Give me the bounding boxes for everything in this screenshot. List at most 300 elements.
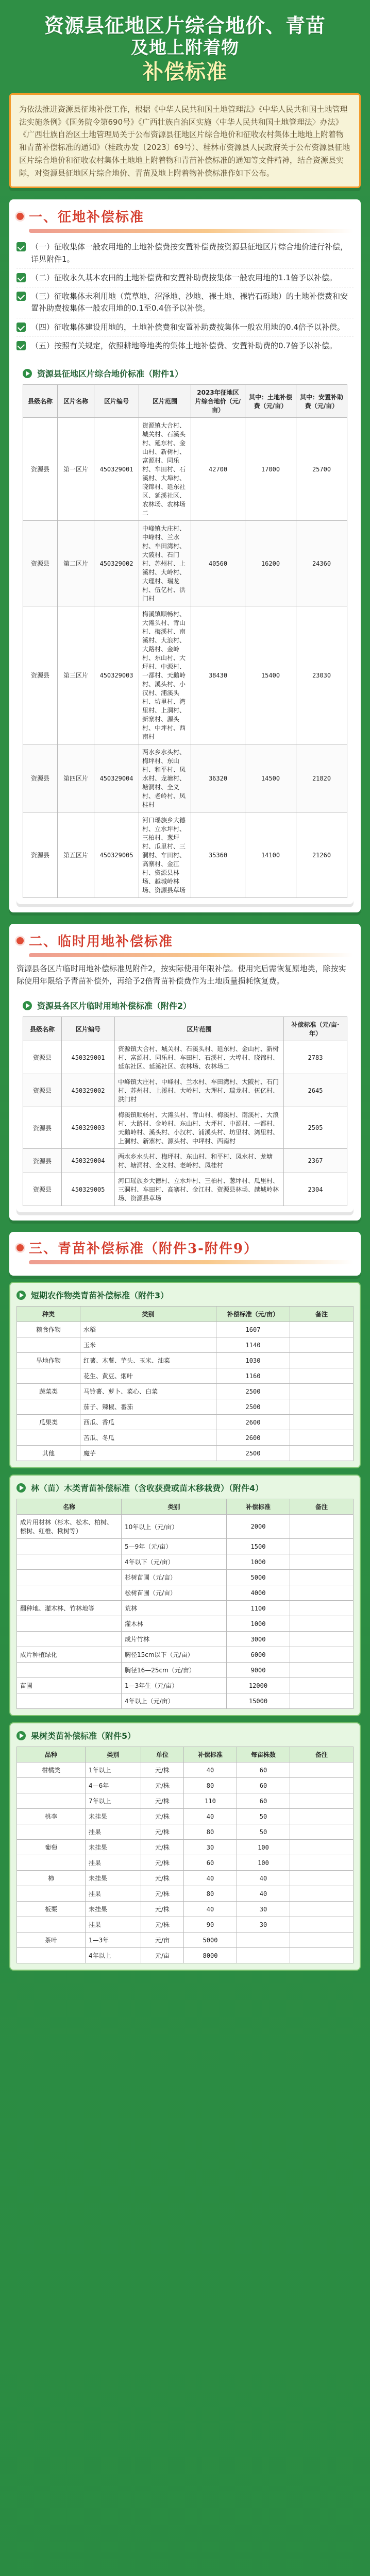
- play-icon: [16, 1483, 26, 1493]
- table-5-cell: 40: [184, 1871, 237, 1886]
- table-2-row: [23, 1041, 347, 1074]
- table-5-row: [17, 1902, 354, 1917]
- table-4-cell: 胸径15cm以下（元/亩）: [122, 1647, 227, 1663]
- table-4-cell: 15000: [227, 1693, 290, 1709]
- table-4-cell: [290, 1570, 354, 1585]
- table-3-cell: 2500: [216, 1399, 290, 1415]
- table-1: [23, 384, 347, 898]
- table-5-cell: 柑橘类: [17, 1762, 86, 1778]
- table-1-row: [23, 744, 347, 812]
- table-5-cell: 未挂果: [86, 1902, 141, 1917]
- table-5-cell: 60: [237, 1778, 290, 1793]
- table-5-cell: 100: [237, 1855, 290, 1871]
- table-3-cell: [290, 1430, 354, 1446]
- table-4-cell: 4000: [227, 1585, 290, 1601]
- table-2-cell: 资源县: [23, 1149, 62, 1173]
- table-3-header-row: [17, 1307, 354, 1322]
- table-5-cell: 40: [237, 1886, 290, 1902]
- table-4-cell: 10年以上（元/亩）: [122, 1515, 227, 1539]
- table-5-cell: [290, 1933, 354, 1948]
- table-5-cell: 80: [184, 1778, 237, 1793]
- table-1-cell: 15400: [245, 606, 296, 744]
- table-4-cell: 成片用材林（杉木、松木、柏树、檫树、红椎、楸树等）: [17, 1515, 122, 1539]
- section-1-item: [16, 269, 354, 287]
- table-1-title: [23, 367, 347, 379]
- table-5-cell: 60: [237, 1793, 290, 1809]
- table-5-cell: 110: [184, 1793, 237, 1809]
- table-4-header: 名称: [17, 1499, 122, 1515]
- table-1-cell: 42700: [191, 418, 245, 521]
- table-5-row: [17, 1793, 354, 1809]
- table-5-cell: 挂果: [86, 1824, 141, 1840]
- section-3: [9, 1232, 361, 1971]
- table-5-title-text: 果树类苗补偿标准（附件5）: [31, 1731, 136, 1741]
- table-3-header: 补偿标准（元/亩）: [216, 1307, 290, 1322]
- table-5-cell: [290, 1948, 354, 1963]
- table-1-cell: 450329005: [94, 812, 139, 898]
- table-1-cell: 资源县: [23, 606, 58, 744]
- table-5-cell: [17, 1886, 86, 1902]
- table-5-cell: 柿: [17, 1871, 86, 1886]
- table-2-header: 区片编号: [62, 1017, 115, 1041]
- table-5-cell: [290, 1886, 354, 1902]
- table-3-row: [17, 1430, 354, 1446]
- play-icon: [16, 1731, 26, 1740]
- table-4-cell: [17, 1616, 122, 1632]
- table-4-cell: 2000: [227, 1515, 290, 1539]
- table-5-row: [17, 1917, 354, 1933]
- table-4-cell: [17, 1570, 122, 1585]
- table-4-cell: 6000: [227, 1647, 290, 1663]
- table-3-cell: 瓜果类: [17, 1415, 80, 1430]
- table-5-row: [17, 1778, 354, 1793]
- table-3-cell: 蔬菜类: [17, 1384, 80, 1399]
- table-1-cell: 14500: [245, 744, 296, 812]
- table-3-cell: 茄子、辣椒、番茄: [80, 1399, 216, 1415]
- table-5-cell: 茶叶: [17, 1933, 86, 1948]
- table-5-row: [17, 1933, 354, 1948]
- checkbox-icon: [16, 292, 26, 301]
- table-3-cell: [290, 1337, 354, 1353]
- table-5-cell: 葡萄: [17, 1840, 86, 1855]
- table-4-cell: [17, 1539, 122, 1554]
- table-5-cell: 50: [237, 1824, 290, 1840]
- table-1-title-text: 资源县征地区片综合地价标准（附件1）: [37, 369, 183, 379]
- table-5-cell: 30: [237, 1917, 290, 1933]
- section-2-text: 资源县各区片临时用地补偿标准见附件2，按实际使用年限补偿。使用完后需恢复原地类，除按实际使用年限给予青苗补偿外，再给予2倍青苗补偿费作为土地质量损耗恢复费。: [16, 964, 346, 986]
- table-5-row: [17, 1840, 354, 1855]
- table-1-header: 县级名称: [23, 385, 58, 418]
- table-5-cell: 50: [237, 1809, 290, 1824]
- table-1-cell: 两水乡水头村、梅坪村、东山村、和平村、凤水村、龙塘村、塘洞村、全义村、老岭村、凤桂村: [139, 744, 191, 812]
- table-3-row: [17, 1384, 354, 1399]
- table-1-cell: 16200: [245, 521, 296, 606]
- section-1-item: [16, 238, 354, 269]
- table-4-cell: [17, 1632, 122, 1647]
- table-5-cell: 元/株: [141, 1886, 184, 1902]
- table-2-cell: 2304: [284, 1173, 347, 1206]
- section-1: [9, 199, 361, 912]
- section-3-title: 三、青苗补偿标准（附件3-附件9）: [29, 1241, 258, 1257]
- table-1-header: 其中：安置补助费（元/亩）: [296, 385, 347, 418]
- table-2-cell: 2367: [284, 1149, 347, 1173]
- table-4-cell: [290, 1515, 354, 1539]
- table-3-cell: [290, 1415, 354, 1430]
- table-3-cell: 1607: [216, 1322, 290, 1337]
- table-1-header: 区片范围: [139, 385, 191, 418]
- table-5-cell: 元/亩: [141, 1948, 184, 1963]
- table-3-cell: [290, 1322, 354, 1337]
- table-1-cell: 第三区片: [58, 606, 94, 744]
- section-1-header: [16, 207, 354, 226]
- play-icon: [16, 1291, 26, 1300]
- table-4-row: [17, 1601, 354, 1616]
- table-3-row: [17, 1446, 354, 1461]
- table-3-panel: [9, 1282, 361, 1468]
- section-dot-icon: [16, 213, 24, 220]
- table-5-row: [17, 1871, 354, 1886]
- table-5-row: [17, 1824, 354, 1840]
- table-3-cell: [17, 1368, 80, 1384]
- table-5-cell: 桃李: [17, 1809, 86, 1824]
- table-4-row: [17, 1647, 354, 1663]
- table-4-cell: 苗圃: [17, 1678, 122, 1693]
- table-3-header: 备注: [290, 1307, 354, 1322]
- table-4-cell: [290, 1693, 354, 1709]
- table-2-cell: 2505: [284, 1107, 347, 1149]
- table-4-row: [17, 1678, 354, 1693]
- table-1-cell: 资源县: [23, 812, 58, 898]
- table-3-row: [17, 1399, 354, 1415]
- section-1-item-text: （五）按照有关规定，依照耕地等地类的集体土地补偿费、安置补助费的0.7倍予以补偿。: [31, 341, 337, 350]
- table-1-cell: 21260: [296, 812, 347, 898]
- table-5-cell: 元/亩: [141, 1933, 184, 1948]
- checkbox-icon: [16, 242, 26, 251]
- table-1-cell: 资源县: [23, 744, 58, 812]
- table-4-cell: [290, 1601, 354, 1616]
- table-2-header: 区片范围: [115, 1017, 284, 1041]
- table-2-cell: 河口瑶族乡大德村、立水坪村、三柏村、葱坪村、瓜里村、三洞村、车田村、高寨村、金江村、资源县林场、越城岭林场、资源县草场: [115, 1173, 284, 1206]
- section-1-item-text: （三）征收集体未利用地（荒草地、沼泽地、沙地、裸土地、裸岩石砾地）的土地补偿费和安置补助费按集体一般农用地的0.1至0.4倍予以补偿。: [31, 292, 348, 313]
- play-icon: [23, 1001, 32, 1010]
- page-title-line-2: 及地上附着物: [131, 37, 239, 58]
- table-2-title-text: 资源县各区片临时用地补偿标准（附件2）: [37, 1001, 192, 1011]
- section-1-item-text: （四）征收集体建设用地的，土地补偿费和安置补助费按集体一般农用地的0.4倍予以补偿。: [31, 322, 345, 332]
- table-5-cell: 40: [237, 1871, 290, 1886]
- table-5-cell: [290, 1871, 354, 1886]
- table-5-row: [17, 1762, 354, 1778]
- section-3-header-card: [9, 1232, 361, 1276]
- table-5-header: 补偿标准: [184, 1747, 237, 1762]
- table-5-cell: 元/株: [141, 1778, 184, 1793]
- table-1-cell: 14100: [245, 812, 296, 898]
- section-2: [9, 924, 361, 1221]
- table-5-cell: 30: [237, 1902, 290, 1917]
- table-1-cell: 第二区片: [58, 521, 94, 606]
- table-4-row: [17, 1539, 354, 1554]
- section-1-item: [16, 318, 354, 337]
- table-5-cell: 7年以上: [86, 1793, 141, 1809]
- table-5-row: [17, 1855, 354, 1871]
- table-4-cell: 5—9年（元/亩）: [122, 1539, 227, 1554]
- table-3-header: 类别: [80, 1307, 216, 1322]
- table-5-cell: [290, 1762, 354, 1778]
- table-4-cell: 杉树苗圃（元/亩）: [122, 1570, 227, 1585]
- table-3-cell: 旱地作物: [17, 1353, 80, 1368]
- table-3-row: [17, 1368, 354, 1384]
- table-5-cell: [290, 1778, 354, 1793]
- table-2-cell: 资源县: [23, 1173, 62, 1206]
- table-5-cell: 60: [184, 1855, 237, 1871]
- table-5-cell: 80: [184, 1824, 237, 1840]
- table-3-row: [17, 1353, 354, 1368]
- table-4: [16, 1499, 354, 1709]
- table-5-cell: 挂果: [86, 1855, 141, 1871]
- table-2-header-row: [23, 1017, 347, 1041]
- table-4-row: [17, 1515, 354, 1539]
- table-4-cell: 4年以下（元/亩）: [122, 1554, 227, 1570]
- table-1-cell: 第一区片: [58, 418, 94, 521]
- table-3: [16, 1306, 354, 1461]
- table-3-cell: [290, 1399, 354, 1415]
- table-5-cell: 元/株: [141, 1871, 184, 1886]
- table-3-cell: 1160: [216, 1368, 290, 1384]
- intro-text: 为依法推进资源县征地补偿工作，根据《中华人民共和国土地管理法》《中华人民共和国土地管理法实施条例》《国务院令第690号》《广西壮族自治区实施〈中华人民共和国土地管理法〉办法》《广西壮族自治区土地管理局关于公布资源县征地区片综合地价和征收农村集体土地地上附着物和青苗补偿标准的通知》（桂政办发〔2023〕69号）、桂林市资源县人民政府关于公布资源县征地区片综合地价和征收农村集体土地地上附着物和青苗补偿标准的通知等文件精神，结合资源县实际，对资源县征地区片综合地价、青苗及地上附着物补偿标准作如下公布。: [19, 104, 350, 178]
- table-4-cell: [290, 1585, 354, 1601]
- checkbox-icon: [16, 341, 26, 350]
- table-1-cell: 21820: [296, 744, 347, 812]
- checkbox-icon: [16, 273, 26, 282]
- table-4-title: [16, 1482, 354, 1494]
- table-5-cell: 8000: [184, 1948, 237, 1963]
- table-4-header: 备注: [290, 1499, 354, 1515]
- table-3-cell: [17, 1337, 80, 1353]
- table-5-row: [17, 1809, 354, 1824]
- table-1-header: 区片名称: [58, 385, 94, 418]
- section-1-list: [16, 238, 354, 355]
- table-5-header: 类别: [86, 1747, 141, 1762]
- table-2-header: 县级名称: [23, 1017, 62, 1041]
- table-5-cell: 未挂果: [86, 1871, 141, 1886]
- table-3-cell: [290, 1353, 354, 1368]
- table-4-header: 补偿标准: [227, 1499, 290, 1515]
- table-5-cell: [17, 1917, 86, 1933]
- table-5-cell: 板栗: [17, 1902, 86, 1917]
- table-3-cell: [290, 1368, 354, 1384]
- table-3-cell: 西瓜、香瓜: [80, 1415, 216, 1430]
- table-3-cell: 粮食作物: [17, 1322, 80, 1337]
- table-4-header-row: [17, 1499, 354, 1515]
- page-title-line-1: 资源县征地区片综合地价、青苗: [44, 14, 326, 37]
- table-2-row: [23, 1173, 347, 1206]
- table-5-cell: 元/株: [141, 1855, 184, 1871]
- table-5-cell: [17, 1948, 86, 1963]
- table-2-cell: 资源县: [23, 1074, 62, 1107]
- table-1-row: [23, 606, 347, 744]
- table-5-cell: 元/株: [141, 1917, 184, 1933]
- table-1-cell: 36320: [191, 744, 245, 812]
- table-5-cell: [290, 1855, 354, 1871]
- table-1-cell: 资源县: [23, 521, 58, 606]
- table-4-cell: 1000: [227, 1554, 290, 1570]
- table-5-cell: [290, 1824, 354, 1840]
- section-3-header: [16, 1238, 354, 1257]
- table-4-row: [17, 1570, 354, 1585]
- table-1-cell: 25700: [296, 418, 347, 521]
- section-dot-icon: [16, 937, 24, 944]
- table-5-cell: 4年以上: [86, 1948, 141, 1963]
- table-4-cell: 成片种植绿化: [17, 1647, 122, 1663]
- table-2-card: [16, 993, 354, 1212]
- table-5-cell: 60: [237, 1762, 290, 1778]
- table-2-header: 补偿标准（元/亩·年）: [284, 1017, 347, 1041]
- table-4-cell: 松树苗圃（元/亩）: [122, 1585, 227, 1601]
- table-2-cell: 资源县: [23, 1107, 62, 1149]
- table-2-cell: 450329002: [62, 1074, 115, 1107]
- table-5-cell: 4—6年: [86, 1778, 141, 1793]
- table-2-cell: 资源县: [23, 1041, 62, 1074]
- table-3-cell: 1140: [216, 1337, 290, 1353]
- table-5-title: [16, 1730, 354, 1741]
- section-1-item: [16, 337, 354, 355]
- table-5-cell: [17, 1778, 86, 1793]
- table-5-cell: [290, 1902, 354, 1917]
- table-3-cell: 魔芋: [80, 1446, 216, 1461]
- table-5-cell: 元/株: [141, 1793, 184, 1809]
- table-2: [23, 1016, 347, 1206]
- table-1-card: [16, 361, 354, 904]
- table-3-row: [17, 1322, 354, 1337]
- table-4-cell: [17, 1663, 122, 1678]
- page-title-line-3: 补偿标准: [143, 59, 227, 84]
- table-5-header: 品种: [17, 1747, 86, 1762]
- table-3-cell: 其他: [17, 1446, 80, 1461]
- table-5-cell: 元/株: [141, 1840, 184, 1855]
- table-5-cell: [17, 1824, 86, 1840]
- table-4-cell: [290, 1539, 354, 1554]
- table-1-header: 区片编号: [94, 385, 139, 418]
- section-1-divider: [29, 229, 354, 233]
- table-4-cell: 1100: [227, 1601, 290, 1616]
- header: [9, 9, 361, 93]
- table-4-row: [17, 1554, 354, 1570]
- table-3-title-text: 短期农作物类青苗补偿标准（附件3）: [31, 1291, 169, 1301]
- table-1-cell: 38430: [191, 606, 245, 744]
- table-3-cell: [290, 1384, 354, 1399]
- table-4-cell: 1000: [227, 1616, 290, 1632]
- table-4-cell: [17, 1585, 122, 1601]
- table-3-cell: [17, 1430, 80, 1446]
- table-5-header: 单位: [141, 1747, 184, 1762]
- table-4-cell: 1500: [227, 1539, 290, 1554]
- table-5-cell: 挂果: [86, 1917, 141, 1933]
- table-5: [16, 1747, 354, 1963]
- table-4-title-text: 林（苗）木类青苗补偿标准（含收获费或苗木移栽费）（附件4）: [31, 1483, 264, 1494]
- section-1-item-text: （一）征收集体一般农用地的土地补偿费按安置补偿费按资源县征地区片综合地价进行补偿，详见附件1。: [31, 242, 348, 264]
- section-1-item-text: （二）征收永久基本农田的土地补偿费和安置补助费按集体一般农用地的1.1倍予以补偿。: [31, 273, 337, 282]
- table-1-cell: 中峰镇大庄村、中峰村、兰水村、车田湾村、大陂村、石门村、苏州村、上溪村、大岭村、大理村、瑞龙村、伍亿村、洪门村: [139, 521, 191, 606]
- table-2-cell: 2645: [284, 1074, 347, 1107]
- table-1-cell: 450329001: [94, 418, 139, 521]
- table-2-cell: 450329004: [62, 1149, 115, 1173]
- table-3-cell: 1030: [216, 1353, 290, 1368]
- table-5-cell: [290, 1840, 354, 1855]
- table-4-cell: [290, 1663, 354, 1678]
- table-1-cell: 35360: [191, 812, 245, 898]
- table-2-cell: 2783: [284, 1041, 347, 1074]
- table-1-cell: 第四区片: [58, 744, 94, 812]
- table-3-cell: 2600: [216, 1415, 290, 1430]
- section-2-header: [16, 931, 354, 950]
- play-icon: [23, 369, 32, 378]
- table-5-header-row: [17, 1747, 354, 1762]
- table-1-cell: 24360: [296, 521, 347, 606]
- table-4-panel: [9, 1475, 361, 1716]
- table-1-cell: 资源镇大合村、城关村、石溪头村、延东村、金山村、新树村、富源村、同乐村、车田村、石溪村、大埠村、晓锦村、延东社区、延溪社区、农林场、农林场二: [139, 418, 191, 521]
- table-1-cell: 第五区片: [58, 812, 94, 898]
- table-5-cell: 40: [184, 1902, 237, 1917]
- table-2-cell: 梅溪镇顺畅村、大滩头村、青山村、梅溪村、南溪村、大浪村、大路村、金岭村、东山村、大坪村、中源村、一都村、天鹅岭村、溪头村、小汉村、浦溪头村、坊里村、湾里村、上洞村、新寨村、源头村、中坪村、西南村: [115, 1107, 284, 1149]
- table-5-cell: 元/株: [141, 1762, 184, 1778]
- table-2-cell: 中峰镇大庄村、中峰村、兰水村、车田湾村、大陂村、石门村、苏州村、上溪村、大岭村、大理村、瑞龙村、伍亿村、洪门村: [115, 1074, 284, 1107]
- table-1-header-row: [23, 385, 347, 418]
- table-3-row: [17, 1337, 354, 1353]
- table-5-cell: [290, 1917, 354, 1933]
- table-5-header: 备注: [290, 1747, 354, 1762]
- table-2-row: [23, 1074, 347, 1107]
- table-3-cell: 花生、黄豆、烟叶: [80, 1368, 216, 1384]
- table-4-cell: [290, 1632, 354, 1647]
- table-5-cell: 1年以上: [86, 1762, 141, 1778]
- table-1-header: 2023年征地区片综合地价（元/亩）: [191, 385, 245, 418]
- table-5-cell: 40: [184, 1762, 237, 1778]
- table-2-cell: 两水乡水头村、梅坪村、东山村、和平村、凤水村、龙塘村、塘洞村、全义村、老岭村、凤桂村: [115, 1149, 284, 1173]
- table-5-cell: 未挂果: [86, 1809, 141, 1824]
- section-3-divider: [29, 1260, 354, 1264]
- section-2-divider: [29, 953, 354, 957]
- table-5-cell: [17, 1793, 86, 1809]
- table-4-cell: 9000: [227, 1663, 290, 1678]
- table-3-cell: 玉米: [80, 1337, 216, 1353]
- table-4-row: [17, 1632, 354, 1647]
- checkbox-icon: [16, 323, 26, 332]
- table-5-cell: 未挂果: [86, 1840, 141, 1855]
- table-5-row: [17, 1886, 354, 1902]
- table-1-cell: 梅溪镇顺畅村、大滩头村、青山村、梅溪村、南溪村、大浪村、大路村、金岭村、东山村、大坪村、中源村、一都村、天鹅岭村、溪头村、小汉村、浦溪头村、坊里村、湾里村、上洞村、新寨村、源头村、中坪村、西南村: [139, 606, 191, 744]
- table-5-cell: 元/株: [141, 1809, 184, 1824]
- table-5-cell: 5000: [184, 1933, 237, 1948]
- table-1-row: [23, 418, 347, 521]
- table-5-cell: [237, 1948, 290, 1963]
- table-4-cell: 胸径16—25cm（元/亩）: [122, 1663, 227, 1678]
- table-2-title: [23, 999, 347, 1011]
- table-1-row: [23, 521, 347, 606]
- table-5-cell: 挂果: [86, 1886, 141, 1902]
- table-4-cell: [17, 1554, 122, 1570]
- table-5-cell: 元/株: [141, 1824, 184, 1840]
- table-5-header: 每亩株数: [237, 1747, 290, 1762]
- table-1-cell: 450329003: [94, 606, 139, 744]
- table-4-cell: [17, 1693, 122, 1709]
- table-4-cell: 荒林: [122, 1601, 227, 1616]
- table-5-cell: 30: [184, 1840, 237, 1855]
- table-4-cell: [290, 1647, 354, 1663]
- table-5-cell: [237, 1933, 290, 1948]
- table-2-cell: 450329003: [62, 1107, 115, 1149]
- table-3-cell: 苦瓜、冬瓜: [80, 1430, 216, 1446]
- table-4-row: [17, 1693, 354, 1709]
- table-4-cell: [290, 1678, 354, 1693]
